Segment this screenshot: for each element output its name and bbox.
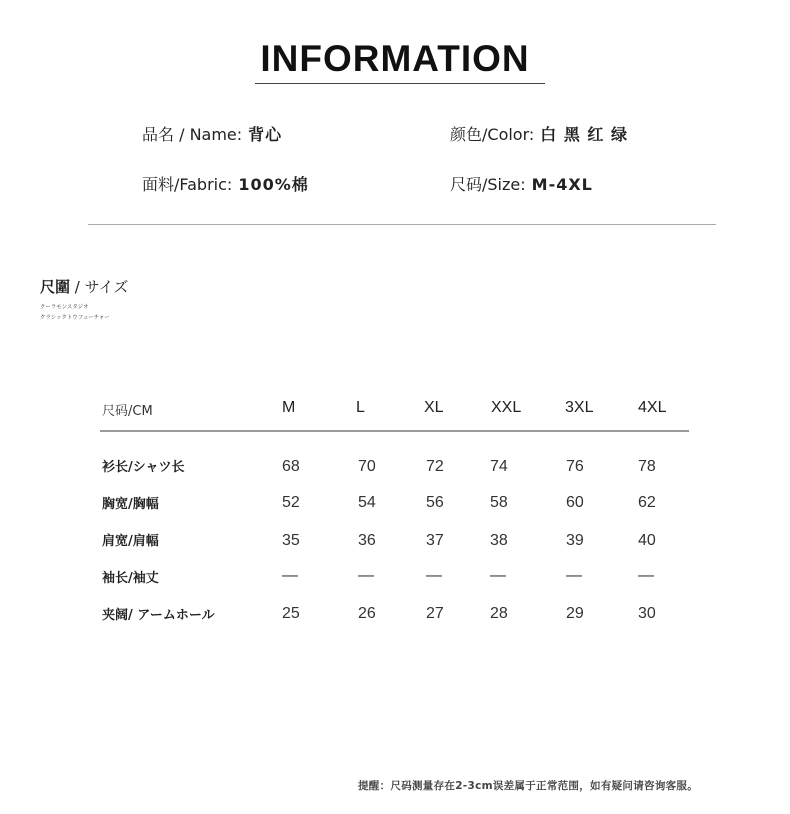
table-cell: 35 <box>282 532 300 549</box>
product-color-field <box>450 122 628 145</box>
row-label: 袖长/袖丈 <box>102 571 159 586</box>
product-fabric-field <box>142 172 309 195</box>
table-cell: 56 <box>426 494 444 511</box>
product-name-label: 品名 / Name: <box>142 125 243 144</box>
table-cell: 38 <box>490 532 508 549</box>
size-header: L <box>356 399 365 416</box>
table-cell: — <box>490 567 506 584</box>
table-cell: — <box>566 567 582 584</box>
table-cell: 25 <box>282 605 300 622</box>
row-label: 胸宽/胸幅 <box>102 497 159 512</box>
table-cell: — <box>426 567 442 584</box>
table-cell: 52 <box>282 494 300 511</box>
size-header: XL <box>424 399 444 416</box>
table-cell: 62 <box>638 494 656 511</box>
brand-title <box>40 276 128 297</box>
row-label: 肩宽/肩幅 <box>102 534 159 549</box>
table-cell: 60 <box>566 494 584 511</box>
info-divider <box>88 224 716 225</box>
table-cell: 27 <box>426 605 444 622</box>
table-cell: 68 <box>282 458 300 475</box>
brand-subtitle-line-1: クーラモンスタジオ <box>40 303 89 311</box>
table-cell: 76 <box>566 458 584 475</box>
row-label: 衫长/シャツ长 <box>102 460 185 475</box>
table-header-divider <box>100 430 689 432</box>
product-name-value: 背心 <box>248 125 283 144</box>
product-size-label: 尺码/Size: <box>450 175 526 194</box>
title-underline <box>255 83 545 84</box>
product-size-value: M-4XL <box>531 175 593 194</box>
product-size-field <box>450 172 593 195</box>
table-cell: 40 <box>638 532 656 549</box>
table-cell: 26 <box>358 605 376 622</box>
table-cell: 29 <box>566 605 584 622</box>
brand-title-rest: / サイズ <box>70 278 129 296</box>
table-cell: 39 <box>566 532 584 549</box>
brand-subtitle <box>40 302 120 324</box>
page-title: INFORMATION <box>260 38 530 79</box>
row-label: 夹阔/ アームホール <box>102 608 215 623</box>
size-header: 3XL <box>565 399 594 416</box>
table-cell: — <box>358 567 374 584</box>
table-cell: 37 <box>426 532 444 549</box>
table-cell: 74 <box>490 458 508 475</box>
table-cell: — <box>638 567 654 584</box>
table-cell: 28 <box>490 605 508 622</box>
table-cell: 30 <box>638 605 656 622</box>
table-cell: 78 <box>638 458 656 475</box>
brand-subtitle-line-2: クラシックトウフューチャー <box>40 314 110 321</box>
product-name-field <box>142 122 282 145</box>
table-cell: 36 <box>358 532 376 549</box>
measurement-note: 提醒：尺码测量存在2-3cm误差属于正常范围，如有疑问请咨询客服。 <box>358 780 699 792</box>
table-cell: 54 <box>358 494 376 511</box>
brand-block <box>40 276 128 326</box>
table-cell: 70 <box>358 458 376 475</box>
table-corner-header: 尺码/CM <box>102 404 153 419</box>
size-header: M <box>282 399 296 416</box>
table-cell: 72 <box>426 458 444 475</box>
product-color-value: 白 黑 红 绿 <box>540 125 628 144</box>
table-cell: 58 <box>490 494 508 511</box>
brand-title-bold: 尺圍 <box>40 278 71 296</box>
product-fabric-value: 100%棉 <box>238 175 309 194</box>
product-color-label: 颜色/Color: <box>450 125 535 144</box>
product-fabric-label: 面料/Fabric: <box>142 175 233 194</box>
size-header: XXL <box>491 399 522 416</box>
table-cell: — <box>282 567 298 584</box>
size-header: 4XL <box>638 399 667 416</box>
